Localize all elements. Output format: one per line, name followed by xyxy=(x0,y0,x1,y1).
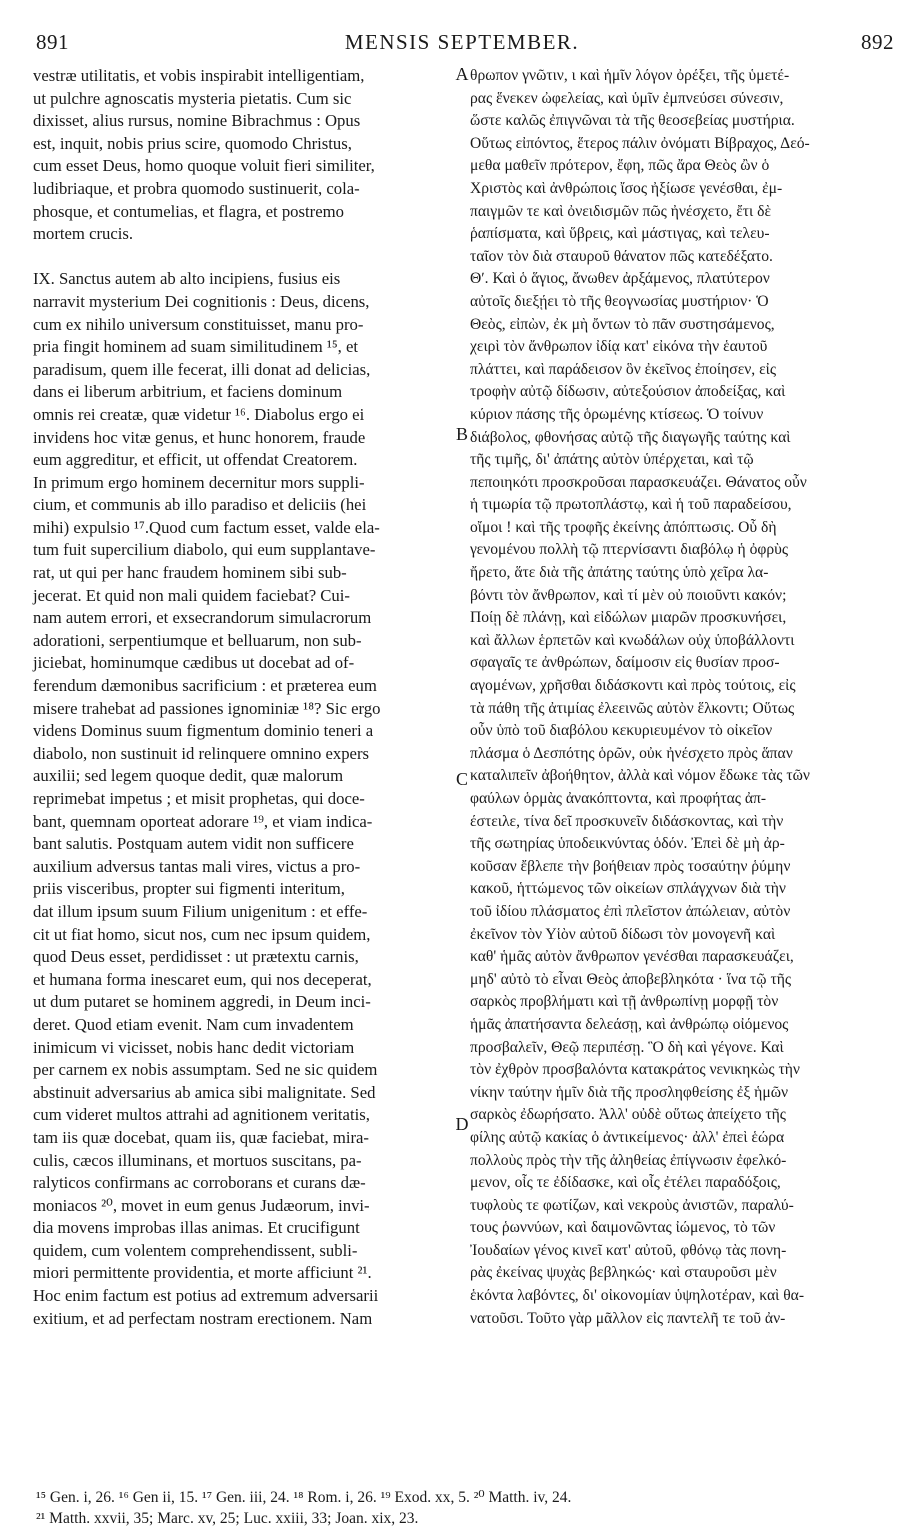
greek-text-line: σαρκὸς προβλήματι καὶ τῇ ἀνθρωπίνῃ μορφῇ τὸν xyxy=(470,993,779,1011)
greek-text-line: διάβολος, φθονήσας αὐτῷ τῆς διαγωγῆς ταύτης καὶ xyxy=(470,428,791,446)
greek-text-line: πολλοὺς πρὸς τὴν τῆς ἀληθείας ἐπίγνωσιν ἐφελκό- xyxy=(470,1151,787,1169)
latin-text-line: cum videret multos attrahi ad agnitionem veritatis, xyxy=(33,1105,370,1125)
latin-text-line: Hoc enim factum est potius ad extremum adversarii xyxy=(33,1286,379,1306)
latin-column xyxy=(33,65,453,1330)
latin-text-line: nam autem errori, et exsecrandorum simulacrorum xyxy=(33,608,372,628)
latin-text-line: mortem crucis. xyxy=(33,224,134,244)
latin-text-line: reprimebat impetus ; et misit prophetas, qui doce- xyxy=(33,789,365,808)
latin-text-line: dat illum ipsum suum Filium unigenitum : et effe- xyxy=(33,901,368,921)
greek-text-line: καὶ ἄλλων ἑρπετῶν καὶ κνωδάλων οὐχ ὑποβάλλοντι xyxy=(470,631,795,649)
greek-text-line: πλάττει, καὶ παράδεισον ὃν ἐκεῖνος ἐποίησεν, εἰς xyxy=(470,360,777,378)
greek-text-line: νίκην ταύτην ἡμῖν διὰ τῆς προσληφθείσης ἐξ ἡμῶν xyxy=(470,1083,789,1101)
greek-text-line: ταῖον τὸν διὰ σταυροῦ θάνατον πῶς κατεδέξατο. xyxy=(470,247,773,265)
latin-text-line: moniacos ²⁰, movet in eum genus Judæorum, invi- xyxy=(33,1195,370,1215)
greek-text-line: μεθα μαθεῖν πρότερον, ἔφη, πῶς ἄρα Θεὸς ὢν ὁ xyxy=(470,157,770,175)
latin-text-line: quod Deus esset, perdidisset : ut prætextu carnis, xyxy=(33,947,359,967)
latin-text-line: inimicum vi vicisset, nobis hanc dedit victoriam xyxy=(33,1037,355,1057)
greek-text-line: τὰ πάθη τῆς ἀτιμίας ἐλεεινῶς αὐτὸν ἕλκοντι; Οὕτως xyxy=(470,699,795,717)
greek-text-line: τὸν ἐχθρὸν προσβαλόντα κατακράτος νενικηκὼς τὴν xyxy=(470,1061,800,1079)
latin-text-line: ut dum putaret se hominem aggredi, in Deum inci- xyxy=(33,992,371,1012)
greek-text-line: φαύλων ὁρμὰς ἀνακόπτοντα, καὶ προφήτας ἀπ- xyxy=(470,790,767,807)
greek-text-line: μηδ' αὐτὸ τὸ εἶναι Θεὸς ἀποβεβληκότα · ἵνα τῷ τῆς xyxy=(470,970,792,988)
latin-text-line: jecerat. Et quid non mali quidem faciebat? Cui- xyxy=(33,585,350,605)
greek-text-line: ρας ἕνεκεν ὠφελείας, καὶ ὑμῖν ἐμπνεύσει σύνεσιν, xyxy=(470,89,784,107)
latin-text-line: dixisset, alius rursus, nomine Bibrachmus : Opus xyxy=(33,111,361,131)
greek-text-line: γενομένου πολλὴ τῷ πτερνίσαντι διαβόλῳ ἡ ὀφρὺς xyxy=(470,541,789,559)
latin-text-line: omnis rei creatæ, quæ videtur ¹⁶. Diabolus ergo ei xyxy=(33,404,365,424)
greek-text-line: έστειλε, τίνα δεῖ προσκυνεῖν διδάσκοντας, καὶ τὴν xyxy=(470,812,784,830)
greek-text-line: ῥαπίσματα, καὶ ὕβρεις, καὶ μάστιγας, καὶ τελευ- xyxy=(470,225,770,243)
latin-text-line: invidens hoc vitæ genus, et hunc honorem, fraude xyxy=(33,427,366,447)
greek-text-line: φίλης αὐτῷ κακίας ὁ ἀντικείμενος· ἀλλ' ἐπεὶ ἑώρα xyxy=(470,1128,785,1146)
greek-text-line: ἤρετο, ἅτε διὰ τῆς ἀπάτης ταύτης ὑπὸ χεῖρα λα- xyxy=(470,564,769,582)
latin-text-line: paradisum, quem ille fecerat, illi donat ad delicias, xyxy=(33,359,371,379)
latin-text-line: diabolo, non sustinuit id relinquere omnino expers xyxy=(33,743,370,763)
margin-letter-a: A xyxy=(455,64,469,84)
latin-text-line: eum aggreditur, et efficit, ut offendat Creatorem. xyxy=(33,450,358,470)
latin-text-line: vestræ utilitatis, et vobis inspirabit intelligentiam, xyxy=(33,66,365,85)
latin-text-line: In primum ergo hominem decernitur mors suppli- xyxy=(33,472,365,492)
latin-text-line: rat, ut qui per hanc fraudem hominem sibi sub- xyxy=(33,563,347,583)
latin-text-line: culis, cæcos illuminans, et mortuos suscitans, pa- xyxy=(33,1150,362,1170)
footnote-line-1: ¹⁵ Gen. i, 26. ¹⁶ Gen ii, 15. ¹⁷ Gen. iii, 24. ¹⁸ Rom. i, 26. ¹⁹ Exod. xx, 5. ²⁰ Matth. iv, 24. xyxy=(36,1489,572,1506)
greek-text-line: θρωπον γνῶτιν, ι καὶ ἡμῖν λόγον ὀρέξει, τῆς ὑμετέ- xyxy=(470,67,790,84)
greek-text-line: οὖν ὑπὸ τοῦ διαβόλου κεκυριευμένον τὸ οἰκεῖον xyxy=(470,722,773,740)
latin-text-line: videns Dominus suum figmentum dominio teneri a xyxy=(33,721,374,741)
margin-letter-d: D xyxy=(455,1114,469,1134)
latin-text-line: pria fingit hominem ad suam similitudinem ¹⁵, et xyxy=(33,337,359,357)
greek-text-line: ἑκόντα λαβόντες, δι' οἰκονομίαν ὑψηλοτέραν, καὶ θα- xyxy=(470,1287,805,1305)
latin-text-line: ut pulchre agnoscatis mysteria pietatis. Cum sic xyxy=(33,88,352,108)
latin-text-line: deret. Quod etiam evenit. Nam cum invadentem xyxy=(33,1014,354,1034)
latin-text-line xyxy=(33,246,453,269)
greek-text-line: Θεὸς, εἰπὼν, ἐκ μὴ ὄντων τὸ πᾶν συστησάμενος, xyxy=(470,315,775,333)
greek-text-line: ἡμᾶς ἀπατήσαντα δελεάσῃ, καὶ ἀνθρώπῳ οἰόμενος xyxy=(470,1015,789,1033)
latin-text-line: cum ex nihilo universum constituisset, manu pro- xyxy=(33,314,364,334)
greek-text-line: προσβαλεῖν, Θεῷ περιπέσῃ. Ὃ δὴ καὶ γέγονε. Καὶ xyxy=(470,1038,784,1056)
greek-text-line: καταλιπεῖν ἀβοήθητον, ἀλλὰ καὶ νόμον ἔδωκε τὰς τῶν xyxy=(470,767,810,785)
latin-text-line: IX. Sanctus autem ab alto incipiens, fusius eis xyxy=(33,269,341,289)
greek-text-line: κακοῦ, ἡττώμενος τῶν οἰκείων σπλάγχνων διὰ τὴν xyxy=(470,880,786,898)
greek-text-line: αγομένων, χρῆσθαι διδάσκοντι καὶ πρὸς τούτοις, εἰς xyxy=(470,677,796,695)
greek-text-line: Ποίῃ δὲ πλάνῃ, καὶ εἰδώλων μιαρῶν προσκυνήσει, xyxy=(470,609,787,627)
greek-text-line: κύριον πάσης τῆς ὁρωμένης κτίσεως. Ὁ τοίνυν xyxy=(470,405,764,423)
greek-text-line: τροφὴν αὐτῷ δίδωσιν, αὐτεξούσιον ἀποδείξας, καὶ xyxy=(470,383,786,401)
greek-text-line: οἴμοι ! καὶ τῆς τροφῆς ἐκείνης ἀπόπτωσις. Οὗ δὴ xyxy=(470,518,777,536)
latin-text-line: ludibriaque, et probra quomodo sustinuerit, cola- xyxy=(33,178,360,198)
greek-text-line: σαρκὸς ἐδωρήσατο. Ἀλλ' οὐδὲ οὕτως ἀπείχετο τῆς xyxy=(470,1106,786,1124)
latin-text-line: bant salutis. Postquam autem vidit non sufficere xyxy=(33,834,354,854)
latin-text-line: cit ut fiat homo, sicut nos, cum nec ipsum quidem, xyxy=(33,924,371,944)
greek-text-line: ρὰς ἐκείνας ψυχὰς βεβληκώς· καὶ σταυροῦσι μὲν xyxy=(470,1264,777,1282)
greek-text-line: Οὕτως εἰπόντος, ἕτερος πάλιν ὀνόματι Βίβραχος, Δεό- xyxy=(470,134,810,152)
latin-text-line: cium, et communis ab illo paradiso et deliciis (hei xyxy=(33,495,367,515)
latin-text-line: per carnem ex nobis assumptam. Sed ne sic quidem xyxy=(33,1060,378,1080)
greek-text-line: πεποιηκότι προσκροῦσαι παρασκευάζει. Θάνατος οὖν xyxy=(470,473,807,491)
footnote-line-2: ²¹ Matth. xxvii, 35; Marc. xv, 25; Luc. xxiii, 33; Joan. xix, 23. xyxy=(36,1510,419,1527)
latin-text-line: bant, quemnam oporteat adorare ¹⁹, et viam indica- xyxy=(33,811,373,831)
greek-text-line: τοῦ ἰδίου πλάσματος ἐπὶ πλεῖστον ἀπώλειαν, αὐτὸν xyxy=(470,902,791,920)
greek-text-line: τῆς σωτηρίας ὑποδεικνύντας ὁδόν. Ἐπεὶ δὲ μὴ ἀρ- xyxy=(470,835,785,853)
greek-text-line: Ἰουδαίων γένος κινεῖ κατ' αὐτοῦ, φθόνῳ τὰς πονη- xyxy=(470,1241,787,1259)
greek-text-line: ἡ τιμωρία τῷ πρωτοπλάστῳ, καὶ ἡ τοῦ παραδείσου, xyxy=(470,496,792,514)
greek-text-line: αὐτοῖς διεξῄει τὸ τῆς θεογνωσίας μυστήριον· Ὁ xyxy=(470,292,769,310)
latin-text-line: et humana forma inescaret eum, qui nos deceperat, xyxy=(33,969,372,989)
greek-text-line: πλάσμα ὁ Δεσπότης ὁρῶν, οὐκ ἠνέσχετο πρὸς ἅπαν xyxy=(470,744,793,762)
greek-text-line: χειρὶ τὸν ἄνθρωπον ἰδίᾳ κατ' εἰκόνα τὴν ἑαυτοῦ xyxy=(470,338,768,356)
greek-text-line: ἐκεῖνον τὸν Υἱὸν αὐτοῦ δίδωσι τὸν μονογενῆ καὶ xyxy=(470,925,776,943)
greek-text-line: τυφλοὺς τε φωτίζων, καὶ νεκροὺς ἀνιστῶν, παραλύ- xyxy=(470,1196,794,1214)
margin-letter-c: C xyxy=(455,769,468,789)
margin-letter-b: B xyxy=(455,424,468,444)
latin-text-line: auxilium adversus tantas mali vires, victus a pro- xyxy=(33,856,361,876)
latin-text-line: exitium, et ad perfectam nostram erectionem. Nam xyxy=(33,1308,373,1328)
latin-text-line: quidem, cum volentem comprehendissent, subli- xyxy=(33,1240,358,1260)
latin-text-line: dans ei liberum arbitrium, et faciens dominum xyxy=(33,382,343,402)
latin-text-line: est, inquit, nobis prius scire, quomodo Christus, xyxy=(33,133,352,153)
latin-text-line: narravit mysterium Dei cognitionis : Deus, dicens, xyxy=(33,291,370,311)
greek-column xyxy=(470,65,910,1330)
greek-text-line: σφαγαῖς τε ἀνθρώπων, δαίμοσιν εἰς θυσίαν προσ- xyxy=(470,654,780,672)
running-header xyxy=(28,30,896,60)
greek-text-line: παιγμῶν τε καὶ ὀνειδισμῶν πῶς ἠνέσχετο, ἔτι δὲ xyxy=(470,202,772,220)
greek-text-line: μενον, οἷς τε ἐδίδασκε, καὶ οἷς ἐτέλει παραδόξοις, xyxy=(470,1174,781,1192)
greek-text-line: βόντι τὸν ἄνθρωπον, καὶ τί μὲν οὐ ποιοῦντι κακόν; xyxy=(470,586,787,604)
latin-text-line: ralyticos confirmans ac corroborans et curans dæ- xyxy=(33,1173,366,1193)
greek-text-line: Χριστὸς καὶ ἀνθρώποις ἴσος ἠξίωσε γενέσθαι, ἐμ- xyxy=(470,179,783,197)
latin-text-line: priis visceribus, propter sui figmenti interitum, xyxy=(33,879,345,899)
greek-text-line: τους ῥωννύων, καὶ δαιμονῶντας ἰώμενος, τὸ τῶν xyxy=(470,1219,776,1237)
latin-text-line: cum esset Deus, homo quoque voluit fieri similiter, xyxy=(33,156,375,176)
latin-text-line: jiciebat, hominumque cædibus ut docebat ad of- xyxy=(33,653,355,673)
greek-text-line: Θʹ. Καὶ ὁ ἅγιος, ἄνωθεν ἀρξάμενος, πλατύτερον xyxy=(470,270,770,288)
greek-text-line: τῆς τιμῆς, δι' ἀπάτης αὐτὸν ὑπέρχεται, καὶ τῷ xyxy=(470,451,754,469)
latin-text-line: abstinuit adversarius ab amica sibi malignitate. Sed xyxy=(33,1082,376,1102)
latin-text-line: tum fuit supercilium diabolo, qui eum supplantave- xyxy=(33,540,376,560)
latin-text-line: dia movens improbas illas animas. Et crucifigunt xyxy=(33,1218,360,1238)
greek-text-line: ὥστε καλῶς ἐπιγνῶναι τὰ τῆς θεοσεβείας μυστήρια. xyxy=(470,112,795,130)
greek-text-line: καθ' ἡμᾶς αὐτὸν ἄνθρωπον γενέσθαι παρασκευάζει, xyxy=(470,948,794,966)
latin-text-line: ferendum dæmonibus sacrificium : et præterea eum xyxy=(33,676,377,696)
latin-text-line: miori permittente providentia, et morte afficiunt ²¹. xyxy=(33,1263,372,1283)
latin-text-line: mihi) expulsio ¹⁷.Quod cum factum esset, valde ela- xyxy=(33,517,380,537)
page-number-left: 891 xyxy=(36,30,69,54)
greek-text-line: νατοῦσι. Τοῦτο γὰρ μᾶλλον εἰς παντελῆ τε τοῦ ἀν- xyxy=(470,1309,786,1327)
greek-text-line: κοῦσαν ἔβλεπε τὴν βοήθειαν πρὸς τοσαύτην ῥύμην xyxy=(470,857,791,875)
page-number-right: 892 xyxy=(861,30,894,54)
latin-text-line: phosque, et contumelias, et flagra, et postremo xyxy=(33,201,344,221)
latin-text-line: tam iis quæ docebat, quam iis, quæ faciebat, mira- xyxy=(33,1127,369,1147)
latin-text-line: auxilii; sed legem quoque dedit, quæ malorum xyxy=(33,766,344,786)
latin-text-line: misere trahebat ad passiones ignominiæ ¹⁸? Sic ergo xyxy=(33,698,381,718)
latin-text-line: adorationi, serpentiumque et belluarum, non sub- xyxy=(33,630,362,650)
running-title: MENSIS SEPTEMBER. xyxy=(344,30,580,54)
